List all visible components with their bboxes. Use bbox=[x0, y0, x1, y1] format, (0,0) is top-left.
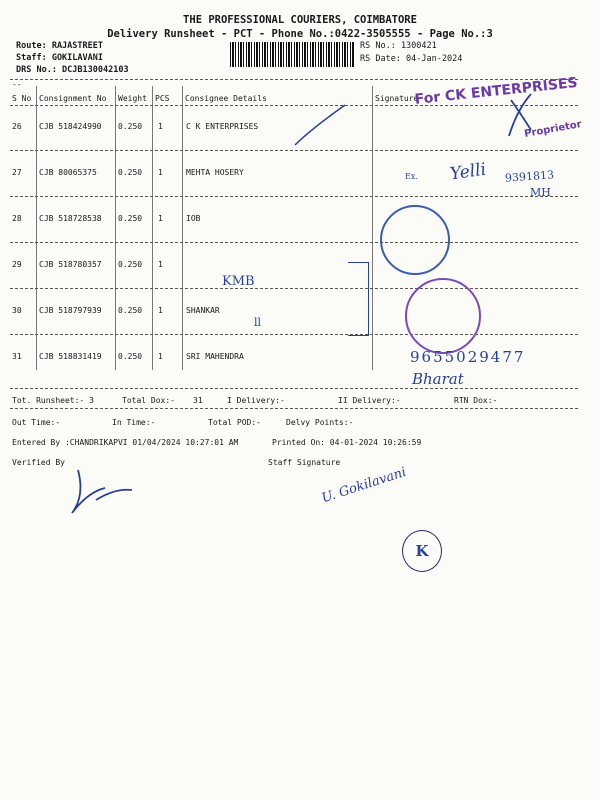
row-31-sno: 31 bbox=[12, 352, 22, 361]
delvy-points-label: Delvy Points:- bbox=[286, 418, 354, 427]
column-header-sno: S No bbox=[12, 94, 32, 103]
yelli-subnote: MH bbox=[530, 186, 551, 199]
dash-marker: -- bbox=[12, 80, 22, 89]
column-header-consignee: Consignee Details bbox=[185, 94, 267, 103]
barcode bbox=[230, 42, 355, 67]
divider bbox=[10, 79, 578, 80]
mehta-handwritten-note: Ex. bbox=[405, 172, 418, 181]
row-divider bbox=[10, 288, 578, 289]
row-divider bbox=[10, 242, 578, 243]
bank-seal bbox=[380, 205, 450, 275]
ck-enterprises-stamp: For CK ENTERPRISES bbox=[414, 74, 579, 108]
handwritten-phone: 9655029477 bbox=[410, 348, 526, 366]
row-30-sno: 30 bbox=[12, 306, 22, 315]
row-29-sno: 29 bbox=[12, 260, 22, 269]
row-divider bbox=[10, 196, 578, 197]
out-time-label: Out Time:- bbox=[12, 418, 61, 427]
row-28-consignment: CJB 518728538 bbox=[39, 214, 102, 223]
i-delivery-label: I Delivery:- bbox=[227, 396, 285, 405]
row-31-weight: 0.250 bbox=[118, 352, 143, 361]
row-27-weight: 0.250 bbox=[118, 168, 143, 177]
column-header-consignment: Consignment No bbox=[39, 94, 107, 103]
verified-by-label: Verified By bbox=[12, 458, 65, 467]
kmb-handwriting: KMB bbox=[222, 274, 255, 289]
column-separator bbox=[372, 86, 373, 370]
row-26-sno: 26 bbox=[12, 122, 22, 131]
row-29-consignment: CJB 518780357 bbox=[39, 260, 102, 269]
route-label: Route: RAJASTREET bbox=[16, 41, 103, 51]
row-29-pcs: 1 bbox=[158, 260, 163, 269]
rtn-dox-label: RTN Dox:- bbox=[454, 396, 498, 405]
tot-runsheet: Tot. Runsheet:- 3 bbox=[12, 396, 94, 405]
total-dox-value: 31 bbox=[193, 396, 203, 405]
column-header-pcs: PCS bbox=[155, 94, 170, 103]
row-27-sno: 27 bbox=[12, 168, 22, 177]
company-title: THE PROFESSIONAL COURIERS, COIMBATORE bbox=[183, 14, 417, 26]
yelli-signature: Yelli bbox=[448, 159, 488, 185]
total-dox-label: Total Dox:- bbox=[122, 396, 175, 405]
row-26-weight: 0.250 bbox=[118, 122, 143, 131]
bracket-mark bbox=[348, 262, 369, 336]
row-27-consignee: MEHTA HOSERY bbox=[186, 168, 244, 177]
column-header-weight: Weight bbox=[118, 94, 147, 103]
row-28-pcs: 1 bbox=[158, 214, 163, 223]
rs-date: RS Date: 04-Jan-2024 bbox=[360, 54, 463, 64]
row-divider bbox=[10, 388, 578, 389]
row-30-consignee: SHANKAR bbox=[186, 306, 220, 315]
staff-label: Staff: GOKILAVANI bbox=[16, 53, 103, 63]
row-30-consignment: CJB 518797939 bbox=[39, 306, 102, 315]
staff-signature-label: Staff Signature bbox=[268, 458, 341, 467]
in-time-label: In Time:- bbox=[112, 418, 156, 427]
column-separator bbox=[115, 86, 116, 370]
row-31-pcs: 1 bbox=[158, 352, 163, 361]
runsheet-title: Delivery Runsheet - PCT - Phone No.:0422-3505555 - Page No.:3 bbox=[107, 28, 493, 40]
row-29-weight: 0.250 bbox=[118, 260, 143, 269]
verifier-signature bbox=[60, 468, 140, 518]
row-26-consignment: CJB 518424990 bbox=[39, 122, 102, 131]
row-27-consignment: CJB 80065375 bbox=[39, 168, 97, 177]
row-30-pcs: 1 bbox=[158, 306, 163, 315]
row-30-weight: 0.250 bbox=[118, 306, 143, 315]
row-28-weight: 0.250 bbox=[118, 214, 143, 223]
row-31-consignee: SRI MAHENDRA bbox=[186, 352, 244, 361]
row-28-consignee: IOB bbox=[186, 214, 201, 223]
bharat-signature: Bharat bbox=[412, 370, 464, 388]
column-header-signature: Signature bbox=[375, 94, 419, 103]
column-separator bbox=[152, 86, 153, 370]
drs-number: DRS No.: DCJB130042103 bbox=[16, 65, 129, 75]
column-separator bbox=[182, 86, 183, 370]
rs-number: RS No.: 1300421 bbox=[360, 41, 437, 51]
divider bbox=[10, 408, 578, 409]
row-divider bbox=[10, 334, 578, 335]
row-27-pcs: 1 bbox=[158, 168, 163, 177]
proprietor-stamp: Proprietor bbox=[523, 119, 583, 140]
row-26-consignee: C K ENTERPRISES bbox=[186, 122, 259, 131]
circled-letter: K bbox=[402, 530, 442, 572]
row-31-consignment: CJB 518831419 bbox=[39, 352, 102, 361]
ii-delivery-label: II Delivery:- bbox=[338, 396, 401, 405]
tick-mark bbox=[290, 100, 350, 150]
row-divider bbox=[10, 150, 578, 151]
row-26-pcs: 1 bbox=[158, 122, 163, 131]
ii-mark: ll bbox=[254, 316, 262, 329]
bank-seal bbox=[405, 278, 481, 354]
proprietor-signature bbox=[505, 90, 535, 140]
total-pod-label: Total POD:- bbox=[208, 418, 261, 427]
row-28-sno: 28 bbox=[12, 214, 22, 223]
printed-on: Printed On: 04-01-2024 10:26:59 bbox=[272, 438, 422, 447]
entered-by: Entered By :CHANDRIKAPVI 01/04/2024 10:27:01 AM bbox=[12, 438, 239, 447]
column-separator bbox=[36, 86, 37, 370]
gokilavani-signature: U. Gokilavani bbox=[320, 464, 409, 507]
yelli-number: 9391813 bbox=[504, 168, 555, 185]
